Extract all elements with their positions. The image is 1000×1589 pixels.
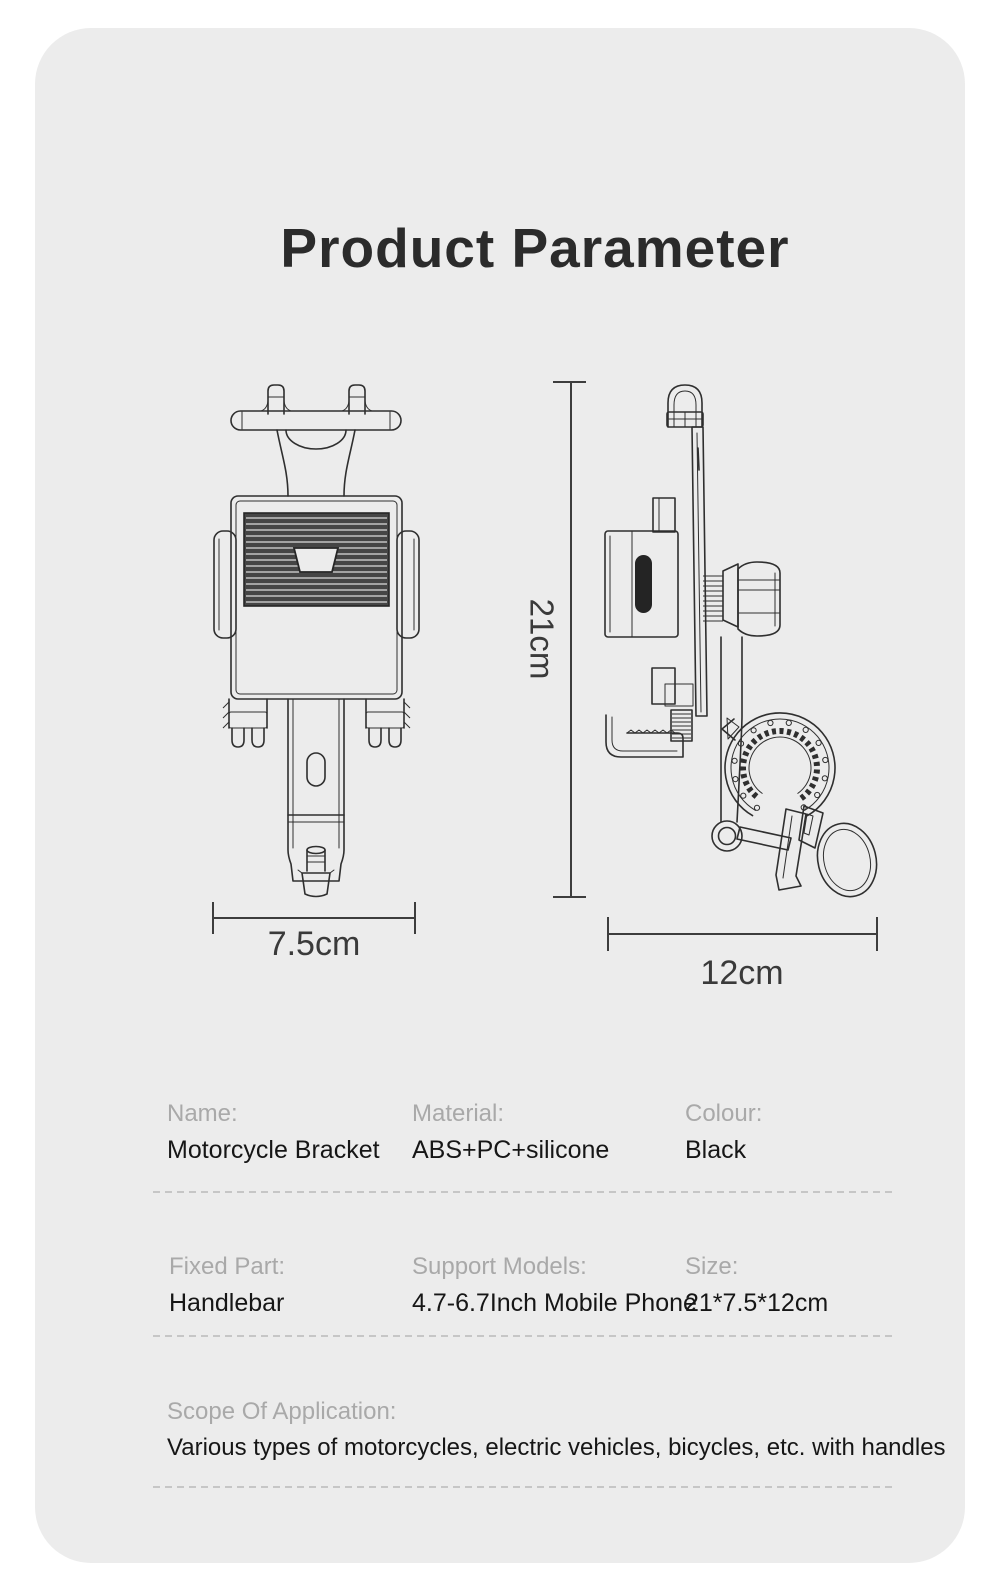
front-view-drawing — [214, 385, 419, 897]
spec-material-label: Material: — [412, 1100, 505, 1127]
spec-scope-label: Scope Of Application: — [167, 1398, 397, 1425]
spec-size-label: Size: — [685, 1253, 739, 1280]
row-divider — [153, 1486, 897, 1488]
spec-size-value: 21*7.5*12cm — [685, 1289, 829, 1317]
spec-support-models-label: Support Models: — [412, 1253, 587, 1280]
spec-support-models — [412, 1252, 697, 1318]
spec-fixed-part-label: Fixed Part: — [169, 1253, 286, 1280]
row-divider — [153, 1191, 897, 1193]
spec-name-label: Name: — [167, 1100, 238, 1127]
depth-dimension-label: 12cm — [700, 954, 784, 992]
spec-fixed-part-value: Handlebar — [169, 1289, 285, 1317]
dimension-annotations — [213, 382, 877, 992]
spec-name-value: Motorcycle Bracket — [167, 1136, 380, 1164]
spec-material-value: ABS+PC+silicone — [412, 1136, 610, 1164]
spec-scope-value: Various types of motorcycles, electric vehicles, bicycles, etc. with handles — [167, 1434, 946, 1461]
spec-colour — [685, 1099, 762, 1165]
gray-card — [35, 28, 965, 1563]
spec-support-models-value: 4.7-6.7Inch Mobile Phone — [412, 1289, 697, 1317]
side-view-drawing — [605, 385, 884, 903]
spec-colour-value: Black — [685, 1136, 747, 1164]
page-title: Product Parameter — [280, 217, 790, 279]
spec-colour-label: Colour: — [685, 1100, 763, 1127]
row-divider — [153, 1335, 897, 1337]
height-dimension-label: 21cm — [523, 598, 561, 680]
spec-name — [167, 1099, 380, 1165]
bracket-technical-drawing — [175, 368, 915, 998]
spec-material — [412, 1099, 609, 1165]
spec-scope — [167, 1397, 946, 1463]
width-dimension-label: 7.5cm — [267, 925, 361, 963]
spec-fixed-part — [169, 1252, 285, 1318]
spec-size — [685, 1252, 828, 1318]
